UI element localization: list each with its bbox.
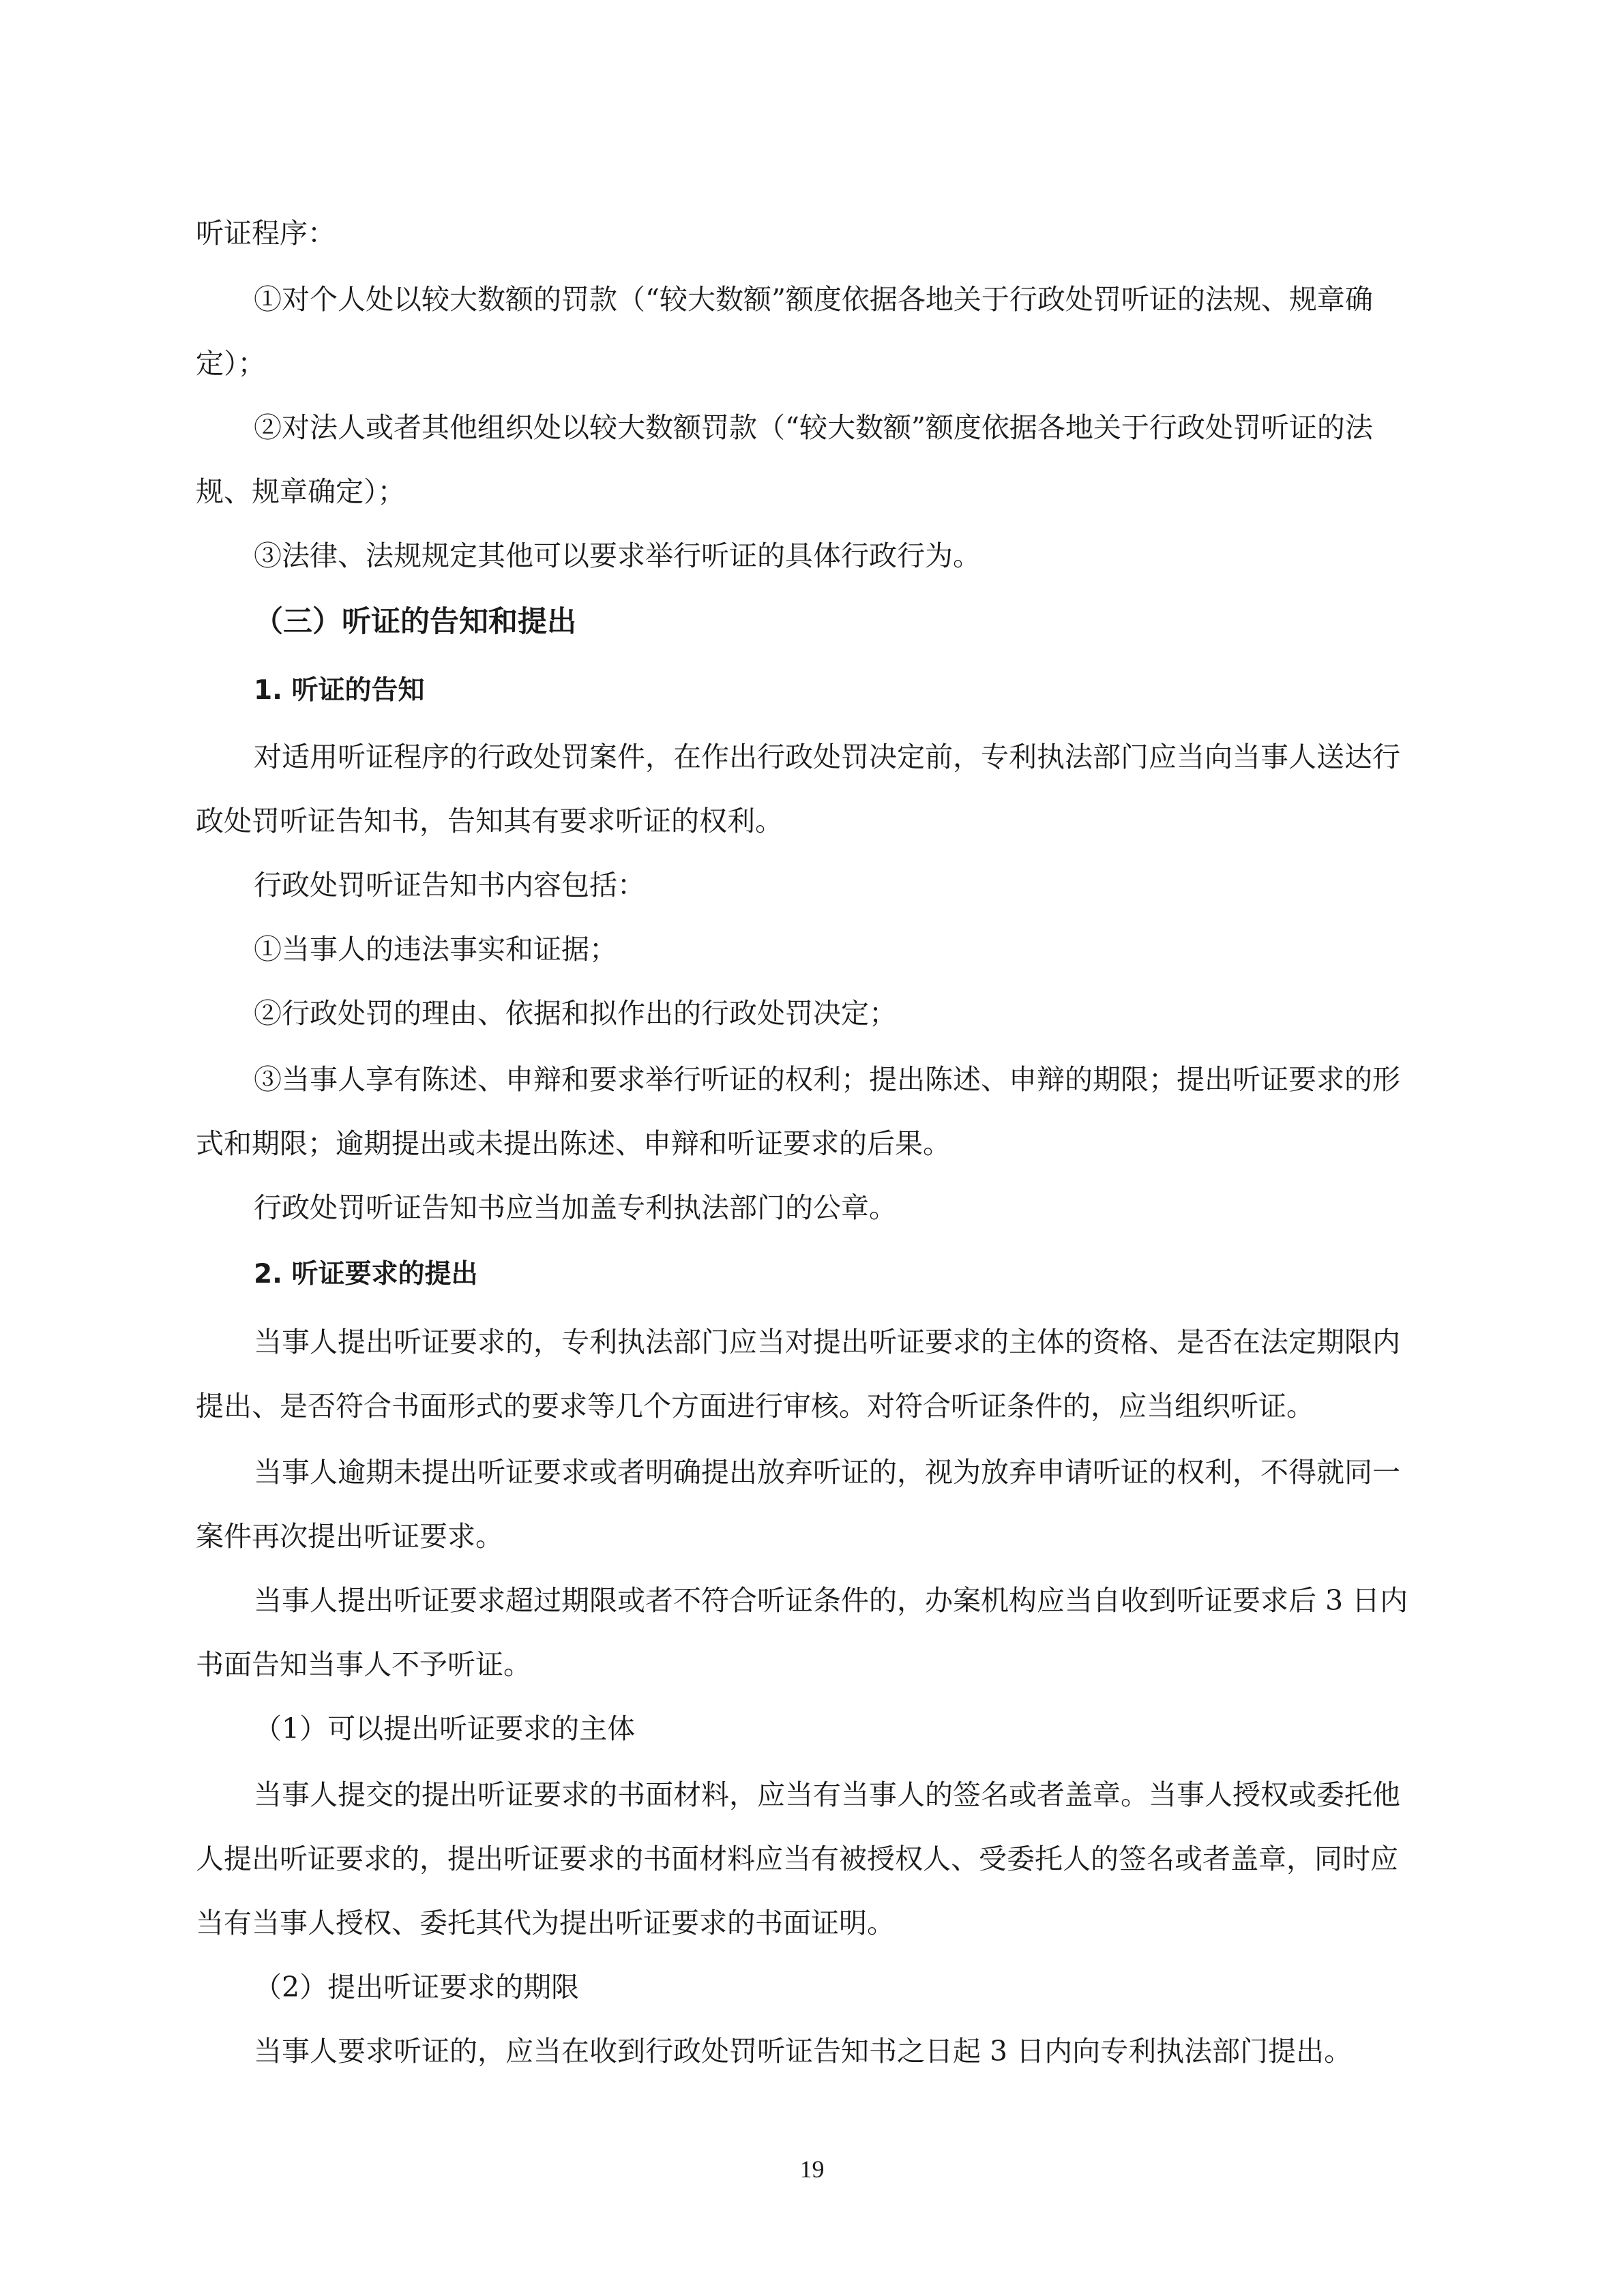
- paragraph-line: 当事人逾期未提出听证要求或者明确提出放弃听证的，视为放弃申请听证的权利，不得就同一: [254, 1456, 1400, 1489]
- paragraph-line: ①当事人的违法事实和证据；: [254, 933, 617, 966]
- paragraph-line: 式和期限；逾期提出或未提出陈述、申辩和听证要求的后果。: [196, 1127, 951, 1160]
- paragraph-line: 人提出听证要求的，提出听证要求的书面材料应当有被授权人、受委托人的签名或者盖章，同时应: [196, 1843, 1398, 1875]
- paragraph-line: 当事人提交的提出听证要求的书面材料，应当有当事人的签名或者盖章。当事人授权或委托他: [254, 1778, 1400, 1811]
- paragraph-line: 对适用听证程序的行政处罚案件，在作出行政处罚决定前，专利执法部门应当向当事人送达行: [254, 741, 1400, 773]
- paragraph-line: 当事人要求听证的，应当在收到行政处罚听证告知书之日起 3 日内向专利执法部门提出。: [254, 2035, 1353, 2068]
- paragraph-line: 听证程序：: [196, 217, 336, 250]
- paragraph-line: 案件再次提出听证要求。: [196, 1520, 503, 1553]
- section-heading: （三）听证的告知和提出: [254, 605, 576, 639]
- paragraph-line: 书面告知当事人不予听证。: [196, 1648, 531, 1681]
- paragraph-line: ①对个人处以较大数额的罚款（“较大数额”额度依据各地关于行政处罚听证的法规、规章确: [254, 283, 1373, 316]
- paragraph-line: 当事人提出听证要求的，专利执法部门应当对提出听证要求的主体的资格、是否在法定期限内: [254, 1326, 1400, 1358]
- paragraph-line: ③当事人享有陈述、申辩和要求举行听证的权利；提出陈述、申辩的期限；提出听证要求的形: [254, 1063, 1400, 1096]
- paragraph-line: 提出、是否符合书面形式的要求等几个方面进行审核。对符合听证条件的，应当组织听证。: [196, 1390, 1314, 1422]
- paragraph-line: 政处罚听证告知书，告知其有要求听证的权利。: [196, 805, 783, 837]
- page-number: 19: [799, 2156, 825, 2183]
- paragraph-line: 当有当事人授权、委托其代为提出听证要求的书面证明。: [196, 1907, 895, 1939]
- paragraph-line: （1）可以提出听证要求的主体: [254, 1712, 636, 1745]
- paragraph-line: 行政处罚听证告知书内容包括：: [254, 869, 645, 901]
- paragraph-line: ②行政处罚的理由、依据和拟作出的行政处罚决定；: [254, 997, 897, 1030]
- paragraph-line: 定）；: [196, 347, 266, 380]
- subsection-heading: 2. 听证要求的提出: [254, 1259, 478, 1289]
- paragraph-line: ②对法人或者其他组织处以较大数额罚款（“较大数额”额度依据各地关于行政处罚听证的法: [254, 411, 1373, 444]
- paragraph-line: 当事人提出听证要求超过期限或者不符合听证条件的，办案机构应当自收到听证要求后 3 日内: [254, 1584, 1408, 1617]
- subsection-heading: 1. 听证的告知: [254, 675, 425, 706]
- paragraph-line: 行政处罚听证告知书应当加盖专利执法部门的公章。: [254, 1191, 897, 1224]
- paragraph-line: 规、规章确定）；: [196, 475, 406, 508]
- paragraph-line: ③法律、法规规定其他可以要求举行听证的具体行政行为。: [254, 539, 981, 572]
- paragraph-line: （2）提出听证要求的期限: [254, 1971, 580, 2003]
